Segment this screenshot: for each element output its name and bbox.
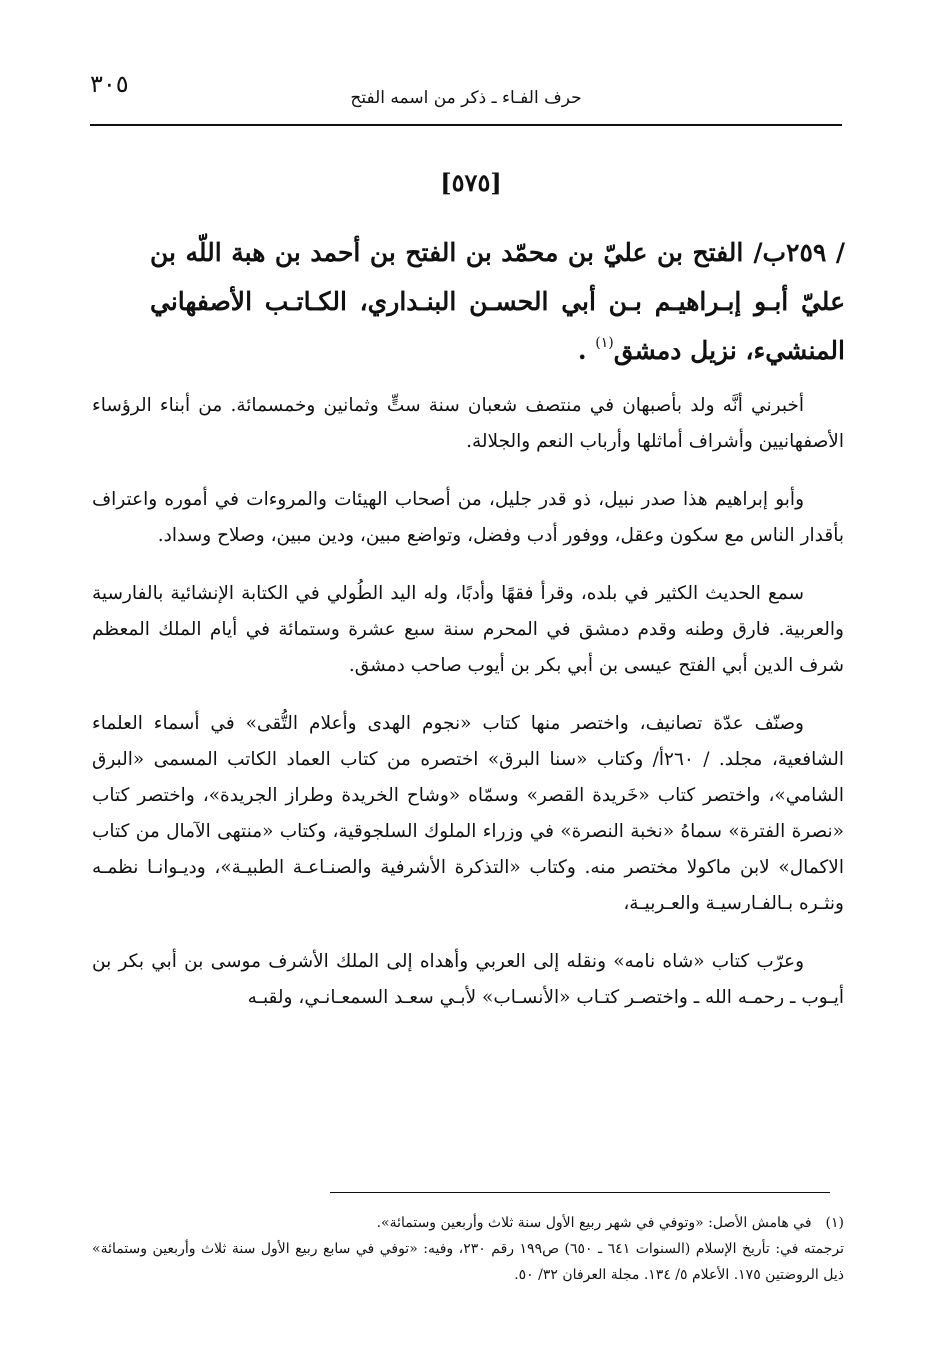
header-rule xyxy=(90,124,842,126)
footnote-line xyxy=(92,1210,844,1236)
entry-heading xyxy=(150,228,845,375)
footnotes xyxy=(92,1210,844,1288)
running-title: حرف الفـاء ـ ذكر من اسمه الفتح xyxy=(350,88,582,108)
footnote-marker: (١) xyxy=(825,1215,844,1231)
page-number: ٣٠٥ xyxy=(90,70,129,98)
paragraph: وصنّف عدّة تصانيف، واختصر منها كتاب «نجوم الهدى وأعلام التُّقى» في أسماء العلماء الشافعية، مجلد. / ٢٦٠أ/ وكتاب «سنا البرق» اختصره من كتاب العماد الكاتب المسمى «البرق الشامي»، واختصر كتاب «خَريدة القصر» وسمّاه «وشاح الخريدة وطراز الجريدة»، واختصر كتاب «نصرة الفترة» سماهُ «نخبة النصرة» في وزراء الملوك السلجوقية، وكتاب «منتهى الآمال من كتاب الاكمال» لابن ماكولا مختصر منه. وكتاب «التذكرة الأشرفية والصنـاعـة الطبيـة»، وديـوانـا نظمـه ونثـره بـالفـارسيـة والعـربيـة، xyxy=(92,713,844,914)
folio-marker: / ٢٥٩ب/ xyxy=(753,238,845,267)
page-header xyxy=(90,66,842,126)
paragraph: أخبرني أنَّه ولد بأصبهان في منتصف شعبان سنة ستٍّ وثمانين وخمسمائة. من أبناء الرؤساء الأصفهانيين وأشراف أماثلها وأرباب النعم والجلالة. xyxy=(92,395,844,452)
entry-number: [٥٧٥] xyxy=(440,168,502,197)
footnote-line: ترجمته في: تأريخ الإسلام (السنوات ٦٤١ ـ ٦٥٠) ص١٩٩ رقم ٢٣٠، وفيه: «توفي في سابع ربيع الأول سنة ثلاث وأربعين وستمائة» ذيل الروضتين ١٧٥. الأعلام ٥/ ١٣٤. مجلة العرفان ٣٢/ ٥٠. xyxy=(92,1241,845,1283)
footnote-reference[interactable]: (١) xyxy=(595,335,614,351)
body-text xyxy=(92,388,844,1038)
footnote-separator xyxy=(330,1192,830,1193)
paragraph: وأبو إبراهيم هذا صدر نبيل، ذو قدر جليل، من أصحاب الهيئات والمروءات في أموره واعتراف بأقدار الناس مع سكون وعقل، ووفور أدب وفضل، وتواضع مبين، ودين مبين، وصلاح وسداد. xyxy=(92,489,844,546)
paragraph: سمع الحديث الكثير في بلده، وقرأ فقهًا وأدبًا، وله اليد الطُولي في الكتابة الإنشائية بالفارسية والعربية. فارق وطنه وقدم دمشق في المحرم سنة سبع عشرة وستمائة في أيام الملك المعظم شرف الدين أبي الفتح عيسى بن أبي بكر بن أيوب صاحب دمشق. xyxy=(92,583,844,676)
heading-text: الفتح بن عليّ بن محمّد بن الفتح بن أحمد بن هبة اللّه بن عليّ أبـو إبـراهيـم بـن أبي الحسـن البنـداري، الكـاتـب الأصفهاني المنشيء، نزيل دمشق xyxy=(150,238,845,365)
paragraph: وعرّب كتاب «شاه نامه» ونقله إلى العربي وأهداه إلى الملك الأشرف موسى بن أبي بكر بن أيـوب ـ رحمـه الله ـ واختصـر كتـاب «الأنسـاب» لأبـي سعـد السمعـانـي، ولقبـه xyxy=(92,951,844,1008)
heading-end: . xyxy=(577,336,596,365)
footnote-text: في هامش الأصل: «وتوفي في شهر ربيع الأول سنة ثلاث وأربعين وستمائة». xyxy=(376,1215,812,1231)
